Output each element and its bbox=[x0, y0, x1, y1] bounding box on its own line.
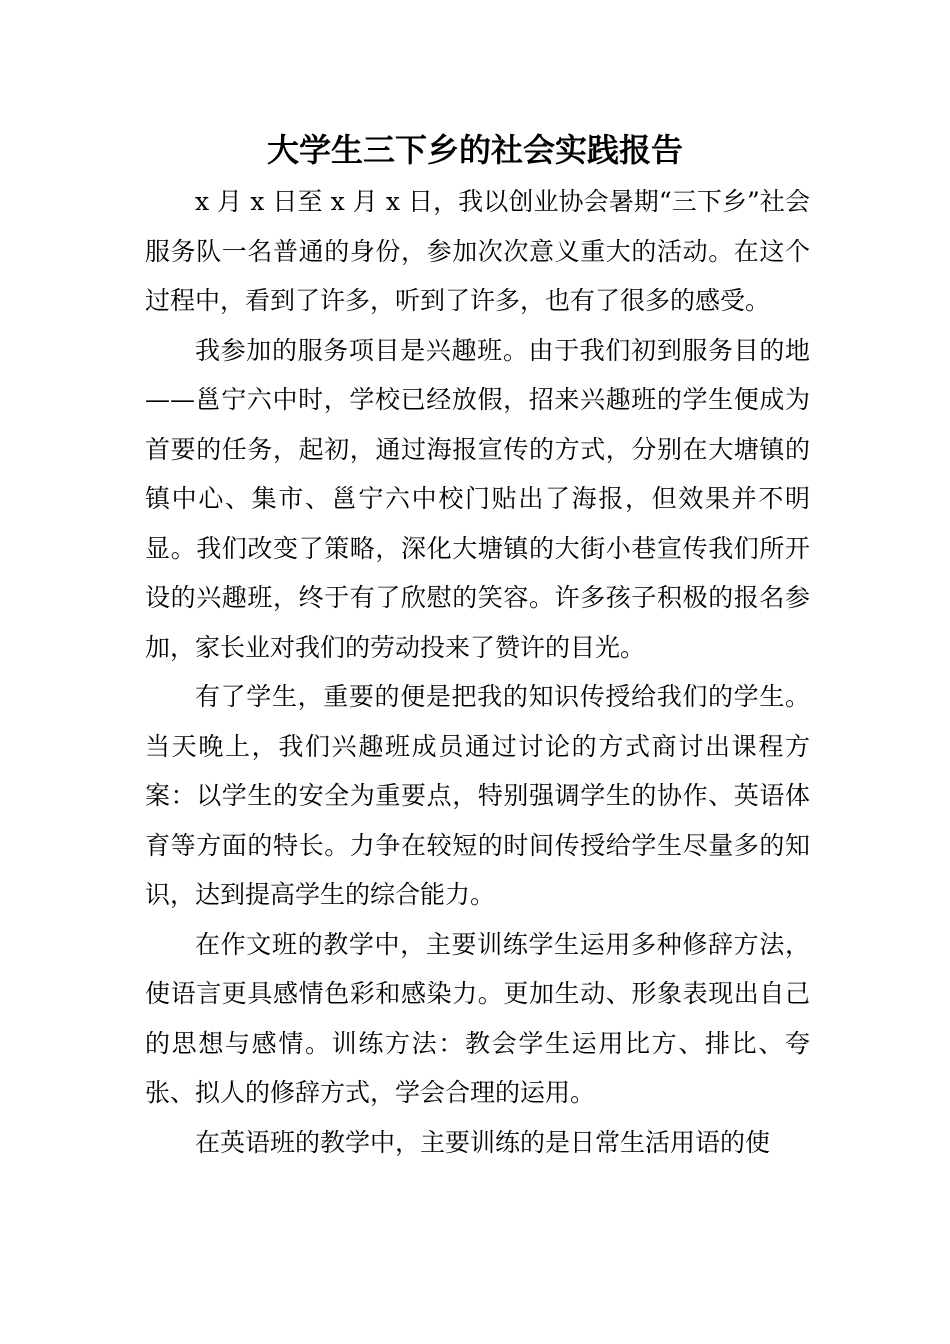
paragraph: 我参加的服务项目是兴趣班。由于我们初到服务目的地——邕宁六中时，学校已经放假，招来兴趣班的学生便成为首要的任务，起初，通过海报宣传的方式，分别在大塘镇的镇中心、集市、邕宁六中校门贴出了海报，但效果并不明显。我们改变了策略，深化大塘镇的大街小巷宣传我们所开设的兴趣班，终于有了欣慰的笑容。许多孩子积极的报名参加，家长业对我们的劳动投来了赞许的目光。 bbox=[145, 335, 810, 662]
document-body bbox=[145, 177, 810, 1167]
paragraph: 有了学生，重要的便是把我的知识传授给我们的学生。当天晚上，我们兴趣班成员通过讨论的方式商讨出课程方案：以学生的安全为重要点，特别强调学生的协作、英语体育等方面的特长。力争在较短的时间传授给学生尽量多的知识，达到提高学生的综合能力。 bbox=[145, 682, 810, 909]
paragraph: x 月 x 日至 x 月 x 日，我以创业协会暑期“三下乡”社会服务队一名普通的身份，参加次次意义重大的活动。在这个过程中，看到了许多，听到了许多，也有了很多的感受。 bbox=[145, 187, 810, 315]
document-title: 大学生三下乡的社会实践报告 bbox=[266, 131, 683, 169]
paragraph: 在英语班的教学中，主要训练的是日常生活用语的使 bbox=[195, 1127, 771, 1157]
paragraph: 在作文班的教学中，主要训练学生运用多种修辞方法，使语言更具感情色彩和感染力。更加生动、形象表现出自己的思想与感情。训练方法：教会学生运用比方、排比、夸张、拟人的修辞方式，学会合理的运用。 bbox=[145, 929, 810, 1107]
